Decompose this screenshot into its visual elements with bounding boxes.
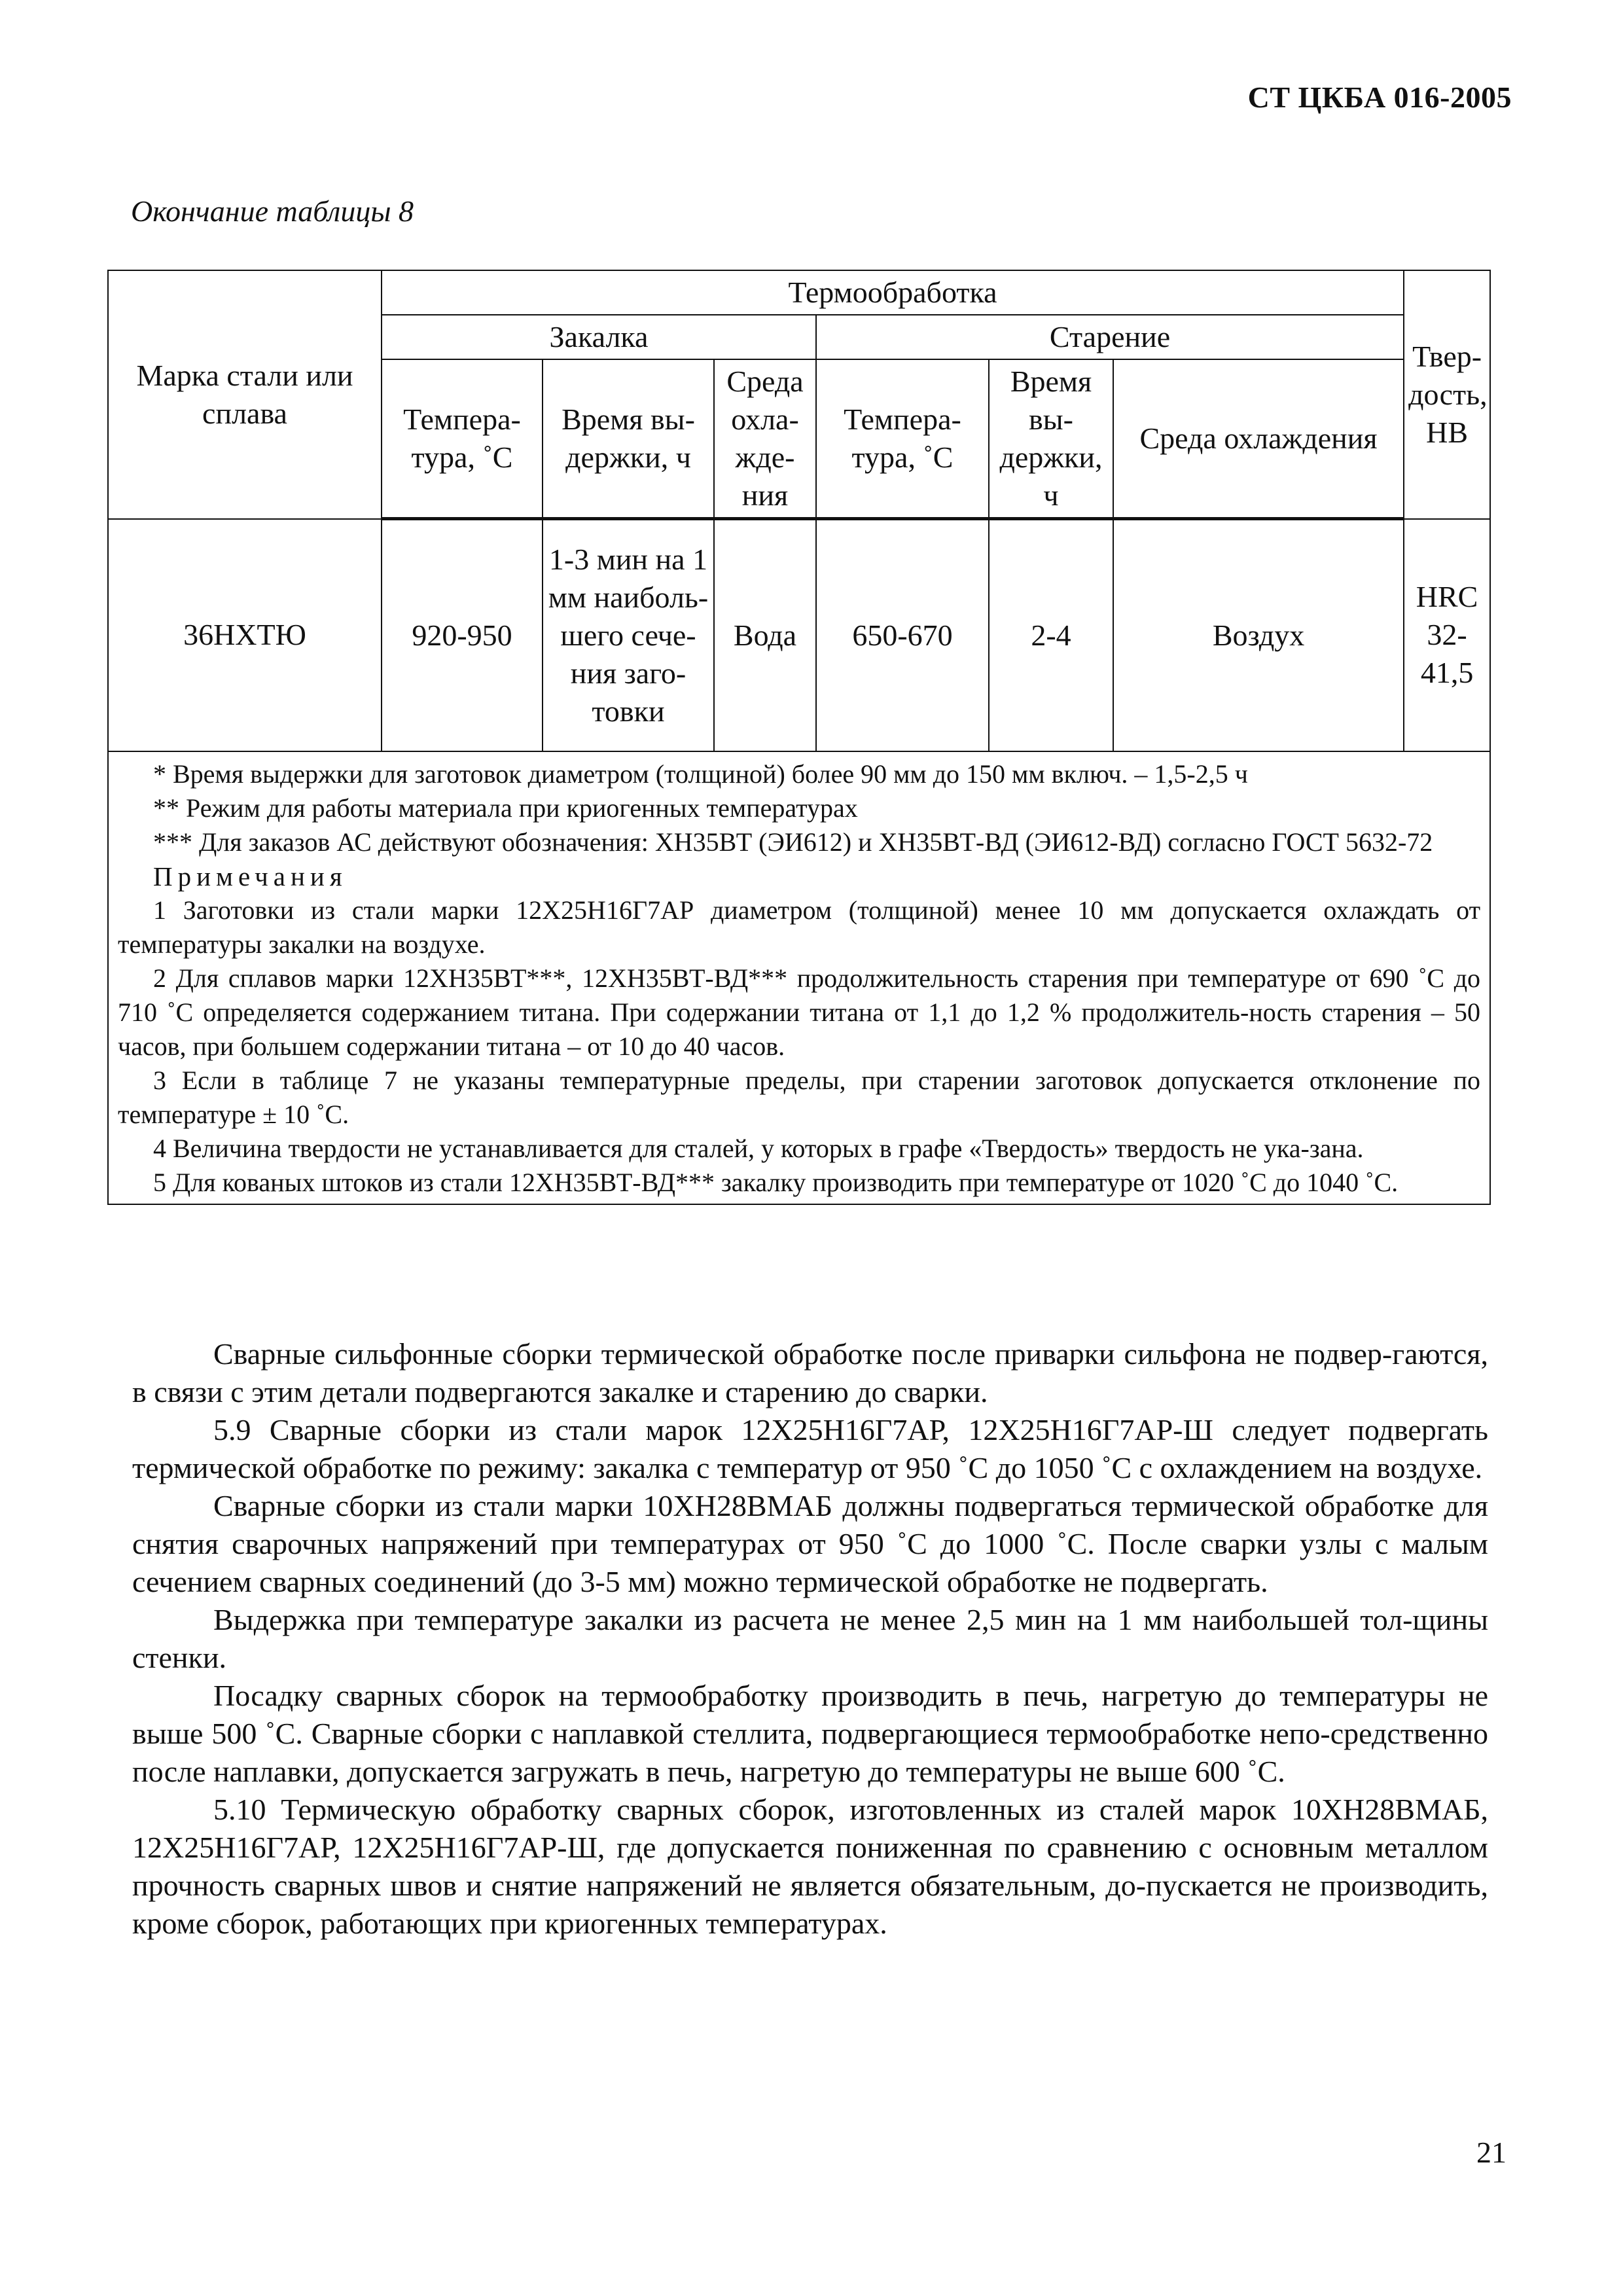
header-grade: Марка стали или сплава [108, 270, 382, 519]
footnote: *** Для заказов АС действуют обозначения: ХН35ВТ (ЭИ612) и ХН35ВТ-ВД (ЭИ612-ВД) согласно ГОСТ 5632-72 [153, 827, 1433, 857]
header-quench-medium: Среда охла-жде-ния [714, 359, 816, 519]
document-code: СТ ЦКБА 016-2005 [1247, 81, 1512, 114]
page-number: 21 [1476, 2136, 1507, 2169]
header-heat-treatment: Термообработка [382, 270, 1404, 315]
body-text [132, 1335, 1488, 1943]
paragraph: Посадку сварных сборок на термообработку производить в печь, нагретую до температуры не выше 500 ˚С. Сварные сборки с наплавкой стеллита, подвергающиеся термообработке непо-средственно после наплавки, допускается загружать в печь, нагретую до температуры не выше 600 ˚С. [132, 1679, 1488, 1788]
note-item: 1 Заготовки из стали марки 12Х25Н16Г7АР диаметром (толщиной) менее 10 мм допускается охлаждать от температуры закалки на воздухе. [118, 895, 1481, 959]
header-aging: Старение [816, 315, 1404, 359]
note-item: 3 Если в таблице 7 не указаны температурные пределы, при старении заготовок допускается отклонение по температуре ± 10 ˚С. [118, 1066, 1481, 1129]
table-caption: Окончание таблицы 8 [131, 194, 414, 228]
cell-aging-time: 2-4 [989, 519, 1113, 752]
footnote: ** Режим для работы материала при криогенных температурах [153, 793, 858, 823]
paragraph: Сварные сборки из стали марки 10ХН28ВМАБ должны подвергаться термической обработке для снятия сварочных напряжений при температурах от 950 ˚С до 1000 ˚С. После сварки узлы с малым сечением сварных соединений (до 3-5 мм) можно термической обработке не подвергать. [132, 1489, 1488, 1598]
cell-aging-medium: Воздух [1113, 519, 1404, 752]
heat-treatment-table [107, 270, 1491, 1205]
notes-title: Примечания [153, 861, 348, 891]
header-hardness: Твер-дость, НВ [1404, 270, 1490, 519]
note-item: 5 Для кованых штоков из стали 12ХН35ВТ-ВД*** закалку производить при температуре от 1020 ˚С до 1040 ˚С. [153, 1168, 1399, 1197]
paragraph: 5.9 Сварные сборки из стали марок 12Х25Н16Г7АР, 12Х25Н16Г7АР-Ш следует подвергать термической обработке по режиму: закалка с температур от 950 ˚С до 1050 ˚С с охлаждением на воздухе. [132, 1413, 1488, 1484]
cell-quench-temp: 920-950 [382, 519, 543, 752]
table-notes [108, 751, 1490, 1204]
header-quench-temp: Темпера-тура, ˚С [382, 359, 543, 519]
header-quench: Закалка [382, 315, 816, 359]
cell-hardness: HRC 32-41,5 [1404, 519, 1490, 752]
note-item: 4 Величина твердости не устанавливается для сталей, у которых в графе «Твердость» твердость не ука-зана. [153, 1134, 1364, 1163]
header-aging-temp: Темпера-тура, ˚С [816, 359, 989, 519]
header-aging-time: Время вы-держки, ч [989, 359, 1113, 519]
footnote: * Время выдержки для заготовок диаметром (толщиной) более 90 мм до 150 мм включ. – 1,5-2,5 ч [153, 759, 1248, 789]
cell-grade: 36НХТЮ [108, 519, 382, 752]
header-aging-medium: Среда охлаждения [1113, 359, 1404, 519]
header-quench-time: Время вы-держки, ч [543, 359, 714, 519]
cell-quench-medium: Вода [714, 519, 816, 752]
paragraph: Выдержка при температуре закалки из расчета не менее 2,5 мин на 1 мм наибольшей тол-щины стенки. [132, 1603, 1488, 1674]
paragraph: 5.10 Термическую обработку сварных сборок, изготовленных из сталей марок 10ХН28ВМАБ, 12Х25Н16Г7АР, 12Х25Н16Г7АР-Ш, где допускается пониженная по сравнению с основным металлом прочность сварных швов и снятие напряжений не является обязательным, до-пускается не производить, кроме сборок, работающих при криогенных температурах. [132, 1793, 1488, 1940]
paragraph: Сварные сильфонные сборки термической обработке после приварки сильфона не подвер-гаются, в связи с этим детали подвергаются закалке и старению до сварки. [132, 1337, 1488, 1408]
note-item: 2 Для сплавов марки 12ХН35ВТ***, 12ХН35ВТ-ВД*** продолжительность старения при температуре от 690 ˚С до 710 ˚С определяется содержанием титана. При содержании титана от 1,1 до 1,2 % продолжитель-ность старения – 50 часов, при большем содержании титана – от 10 до 40 часов. [118, 963, 1481, 1061]
table-row [108, 519, 1490, 752]
cell-aging-temp: 650-670 [816, 519, 989, 752]
cell-quench-time: 1-3 мин на 1 мм наиболь-шего сече-ния заго-товки [543, 519, 714, 752]
